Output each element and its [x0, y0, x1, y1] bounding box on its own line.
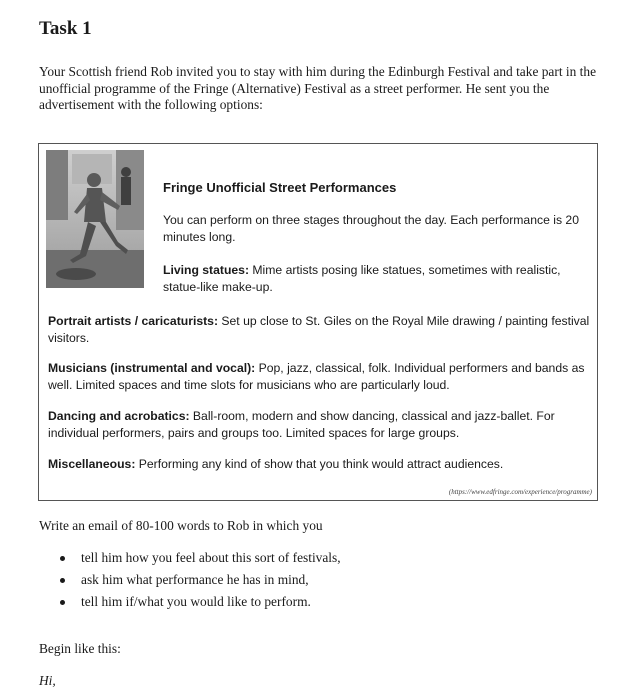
- ad-portrait-artists: [48, 313, 593, 346]
- task-title: Task 1: [39, 18, 92, 39]
- list-item: [60, 572, 341, 594]
- list-item-text: tell him if/what you would like to perform.: [81, 594, 311, 609]
- list-item-text: tell him how you feel about this sort of festivals,: [81, 550, 341, 565]
- advertisement-box: [38, 143, 598, 501]
- portrait-artists-label: Portrait artists / caricaturists:: [48, 314, 219, 328]
- list-item: [60, 550, 341, 572]
- bullet-icon: [60, 556, 65, 561]
- portrait-artists-text: Set up close to St. Giles on the Royal Mile drawing / painting festival visitors.: [48, 314, 590, 345]
- ad-title: Fringe Unofficial Street Performances: [163, 180, 397, 195]
- dancing-text: Ball-room, modern and show dancing, classical and jazz-ballet. For individual performers, pairs and groups too. Limited spaces for large groups.: [48, 409, 555, 440]
- list-item: [60, 594, 341, 616]
- instruction-list: [60, 550, 341, 616]
- greeting: Hi,: [39, 673, 56, 688]
- miscellaneous-label: Miscellaneous:: [48, 457, 136, 471]
- musicians-text: Pop, jazz, classical, folk. Individual performers and bands as well. Limited spaces and time slots for musicians who are particularly loud.: [48, 361, 585, 392]
- ad-source-link: (https://www.edfringe.com/experience/programme): [448, 488, 592, 496]
- begin-instruction: Begin like this:: [39, 641, 121, 656]
- living-statues-label: Living statues:: [163, 263, 250, 277]
- ad-performance-info: You can perform on three stages throughout the day. Each performance is 20 minutes long.: [163, 213, 579, 244]
- ad-dancing: [48, 408, 593, 441]
- ad-musicians: [48, 360, 593, 393]
- task-intro: Your Scottish friend Rob invited you to stay with him during the Edinburgh Festival and take part in the unofficial programme of the Fringe (Alternative) Festival as a street performer. He sent you the advertisement with the following options:: [39, 64, 597, 112]
- miscellaneous-text: Performing any kind of show that you think would attract audiences.: [135, 457, 504, 471]
- musicians-label: Musicians (instrumental and vocal):: [48, 361, 256, 375]
- bullet-icon: [60, 600, 65, 605]
- ad-living-statues: [163, 262, 593, 295]
- write-instruction: Write an email of 80-100 words to Rob in which you: [39, 518, 323, 533]
- ad-miscellaneous: [48, 456, 593, 473]
- living-statues-text: Mime artists posing like statues, sometimes with realistic, statue-like make-up.: [163, 263, 561, 294]
- bullet-icon: [60, 578, 65, 583]
- dancing-label: Dancing and acrobatics:: [48, 409, 190, 423]
- street-statue-performer-photo: [46, 150, 144, 288]
- list-item-text: ask him what performance he has in mind,: [81, 572, 309, 587]
